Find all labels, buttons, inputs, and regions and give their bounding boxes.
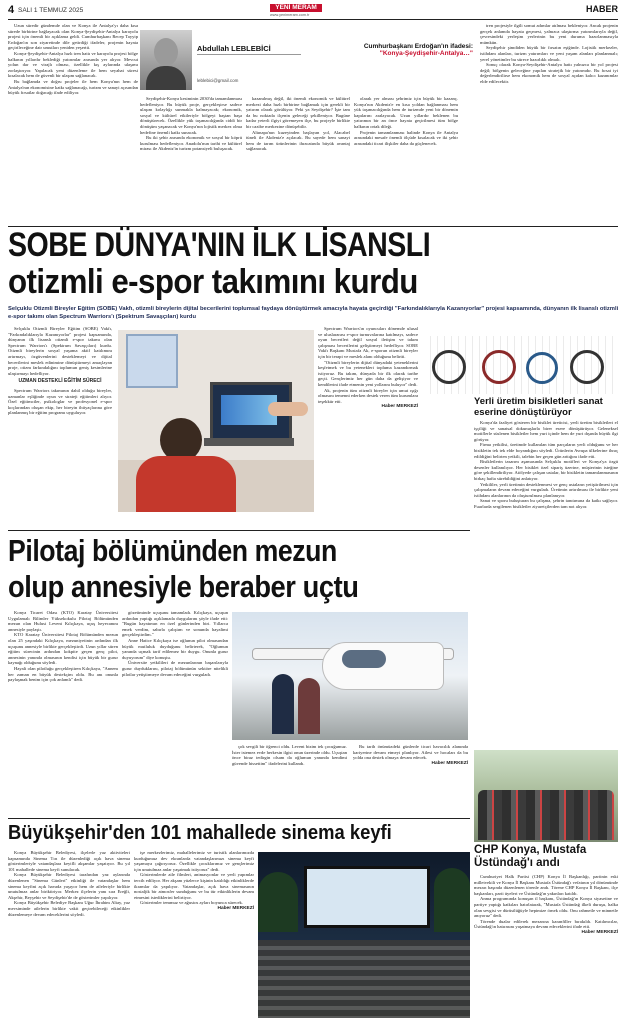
pilot-figure bbox=[272, 674, 294, 734]
page-header bbox=[8, 4, 618, 18]
pilot-column-1: Konya Ticaret Odası (KTO) Karatay Üniversitesi Uygulamalı Bilimler Yüksekokulu Pilotaj Bölümünden mezun olan Hulusi Levent Kılıçkaya, uçuş heyecanını annesiyle paylaştı. KTO Karatay Üniversitesi Pilotaj Bölümünden mezun olan 25 yaşındaki Kılıçkaya, mezuniyetinin ardından ilk uçuşunu annesiyle birlikte gerçekleştirdi. Uzun yıllar süren eğitim sürecinin ardından kokpite geçen genç pilot, annesinin yanında olmasının kendisi için büyük bir gurur kaynağı olduğunu söyledi. Hayali olan pilotluğu gerçekleştiren Kılıçkaya, "Annem her zaman en büyük destekçim oldu. Bu anı onunla paylaşmak benim için çok anlamlı" dedi. bbox=[8, 610, 118, 683]
bike-headline: Yerli üretim bisikletleri sanat eserine dönüştürüyor bbox=[474, 396, 603, 418]
pilot-byline: Haber MERKEZİ bbox=[431, 760, 468, 766]
section-label: HABER bbox=[585, 4, 618, 14]
lead-headline-1: SOBE DÜNYA'NIN İLK LİSANSLI bbox=[8, 226, 431, 264]
pilot-column-2: gözetiminde uçuşunu tamamladı. Kılıçkaya, uçuşun ardından yaptığı açıklamada duygularını şöyle ifade etti: "Bugün hayatımın en özel günlerinden biri. Yıllarca emek verdim, sabırla çalıştım ve sonunda hayalimi gerçekleştirdim." Anne Hatice Kılıçkaya ise oğlunun pilot olmasından büyük mutluluk duyduğunu belirterek, "Oğlumun yanında uçmak tarif edilemez bir duygu. Onunla gurur duyuyorum" diye konuştu. Üniversite yetkilileri de mezunlarının başarılarıyla gurur duyduklarını, pilotaj bölümünün sektöre nitelikli pilotlar yetiştirmeye devam edeceğini vurguladı. bbox=[122, 610, 228, 677]
columnist-photo bbox=[140, 30, 192, 90]
bike-wheel-icon bbox=[570, 350, 604, 384]
window-frame bbox=[126, 334, 178, 388]
pilot-headline-2: olup annesiyle beraber uçtu bbox=[8, 569, 359, 604]
lead-column-2: Spectrum Warriors'ın oyuncuları dönemde ulusal ve uluslararası e-spor turnuvalarına katılmayı, sadece oyun becerileri değil sosyal iletişim ve takım çalışması becerilerini geliştirmeyi hedefliyor. SOBE Vakfı Başkanı Mustafa Ak, e-sporun otizmli bireyler için bir terapi ve meslek alanı olduğunu belirtti. "Otizmli bireylerin dijital dünyadaki yeteneklerini keşfetmek ve bu yetenekleri topluma kazandırmak istiyoruz. Bu takım, dünyada bir ilk olarak tarihe geçti. Gençlerimiz her gün daha da gelişiyor ve kendilerini ifade etmenin yeni yollarını buluyor" dedi. Ak, projenin tüm otizmli bireyler için umut ışığı olmasını temenni ederken destek veren tüm kurumlara teşekkür etti. Haber MERKEZİ bbox=[318, 326, 418, 410]
lead-headline-2: otizmli e-spor takımını kurdu bbox=[8, 263, 418, 301]
lead-subhead: UZMAN DESTEKLİ EĞİTİM SÜRECİ bbox=[18, 378, 102, 385]
top-column-2: Seydişehir-Konya kesiminin 2030'da tamamlanması hedefleniyor. Bu büyük proje, gerçekleşirse sadece ulaşım kolaylığı sunmakla kalmayacak; ekonomik, sosyal ve kültürel etkileriyle bölgeyi baştan başa dönüştürecek. Özellikle yük taşımacılığında ciddi bir dönüşüm yaşanacak ve Konya'nın lojistik merkez olma hedefine önemli katkı sunacak. Bu iki şehir arasında ekonomik ve sosyal bir köprü kurulması hedefleniyor. Anadolu'nun tarihi ve kültürel mirası ile Akdeniz'in turizm potansiyeli buluşacak. bbox=[140, 96, 242, 152]
lead-photo bbox=[118, 330, 314, 512]
portrait-head-icon bbox=[154, 38, 178, 66]
tree-silhouette bbox=[434, 868, 470, 932]
columnist-name: Abdullah LEBLEBİCİ bbox=[197, 44, 271, 53]
bike-column: Konya'da faaliyet gösteren bir bisiklet üreticisi, yerli üretim bisikletleri el işçiliği ve sanatsal dokunuşlarla birer esere dönüştürüyor. Geleneksel motiflerle süslenen bisikletler hem yurt içinde hem de yurt dışında büyük ilgi görüyor. Firma yetkilisi, üretimde kullanılan tüm parçaların yerli olduğunu ve her bisikletin tek tek elde boyandığını söyledi. Ürünlerin Avrupa ülkelerine ihraç edildiğini belirten yetkili, talebin her geçen gün arttığını ifade etti. Bisikletlerin tasarım aşamasında Selçuklu motifleri ve Konya'ya özgü desenler kullanılıyor. Her bisiklet özel sipariş üzerine, müşterinin isteğine göre şekillendiriliyor. Atölyede çalışan ustalar, bir bisikletin tamamlanmasının birkaç hafta sürebildiğini anlatıyor. Yetkililer, yerli üretimin desteklenmesi ve genç ustaların yetiştirilmesi için çalışmaların devam edeceğini vurguladı. Üretimin artırılması ile birlikte yeni istihdam alanlarının da oluşturulması planlanıyor. Sanat ve sporu buluşturan bu çalışma, şehrin tanıtımına da katkı sağlıyor. Fuarlarda sergilenen bisikletler ziyaretçilerden tam not alıyor. bbox=[474, 420, 618, 509]
top-column-3: kazanılmış değil, iki önemli ekonomik ve kültürel merkezi daha hızlı birbirine bağlamak için gerekli bir yatırım olarak görülüyor. Peki ya Seydişehir? İşte tam da bu noktada ilçenin geleceği şekilleniyor. Bugüne kadar yeterli ilgiyi göremeyen ilçe, bu projeyle birlikte bir cazibe merkezine dönüşebilir. Altınapa'nın kuzeyinden başlayan yol, Alacabel tüneli ile Akdeniz'e açılacak. Bu sayede hem sanayi hem de tarım ürünlerinin ihracatında büyük avantaj sağlanacak. bbox=[246, 96, 350, 152]
top-story-kicker: Cumhurbaşkanı Erdoğan'ın ifadesi: bbox=[363, 43, 473, 50]
chp-headline: CHP Konya, Mustafa Üstündağ'ı andı bbox=[474, 844, 587, 869]
cinema-column-1: Konya Büyükşehir Belediyesi, ilçelerle yaz aktiviteleri kapsamında Sinema Tırı ile düzenlediği açık hava sinema gösterimleriyle vatandaşlara keyifli akşamlar yaşatıyor. Bu yıl 101 mahallede sinema keyfi sunulacak. Konya Büyükşehir Belediyesi tarafından yaz aylarında düzenlenen "Sinema Günleri" etkinliği ile vatandaşlar hem sinema keyfini açık havada yaşıyor hem de aileleriyle birlikte unutulmaz anlar biriktiriyor. Merkez ilçelerin yanı sıra Ereğli, Akşehir, Beyşehir ve Seydişehir'de de gösterimler yapılıyor. Konya Büyükşehir Belediye Başkanı Uğur İbrahim Altay, yaz mevsiminde ailelerin birlikte vakit geçirebileceği etkinlikler düzenlemeye devam edeceklerini söyledi. bbox=[8, 850, 130, 917]
airplane-fuselage-icon bbox=[322, 642, 444, 690]
top-column-1: Uzun süredir gündemde olan ve Konya ile Antalya'yı daha kısa sürede birbirine bağlayacak olan Konya-Şeydişehir-Antalya karayolu projesi için önemli bir açıklama geldi. Cumhurbaşkanı Recep Tayyip Erdoğan'ın son ziyaretinde dile getirdiği ifadeler, projenin hayata geçirileceğine dair umutları yeniden yeşertti. Konya-Şeydişehir-Antalya hızlı tren hattı ve karayolu projesi bölge halkının yıllardır beklediği yatırımlar arasında yer alıyor. Mevcut yolun dar ve virajlı olması, özellikle kış aylarında ulaşımı zorlaştırıyor. Yapılacak yeni düzenleme ile hem seyahat süresi kısalacak hem de güvenli bir ulaşım sağlanacak. Bu bağlamda ve doğru projeler ile hem Konya'nın hem de Antalya'nın ekonomisine katkı sağlanacağı, turizm ve sanayi açısından büyük fırsatlar doğacağı ifade ediliyor. bbox=[8, 23, 138, 96]
cinema-screen-icon bbox=[304, 866, 430, 928]
cockpit-window-icon bbox=[342, 650, 386, 668]
cinema-column-2: işe merkezlerimiz, mahallelerimiz ve turistik alanlarımızda kurduğumuz dev ekranlarda vatandaşlarımızı sinema keyfi yaşamaya çağırıyoruz. Özellikle çocuklarımız ve gençlerimiz için unutulmaz anlar yaşatmak istiyoruz" dedi. Gösterimlerde aile filmleri, animasyonlar ve yerli yapımlar tercih ediliyor. Her akşam yüzlerce kişinin katıldığı etkinliklerde ikramlar da yapılıyor. Vatandaşlar, açık hava sinemasının nostaljik bir atmosfer sunduğunu ve bu tür etkinliklerin devam etmesini istediklerini belirtiyor. Gösterimler temmuz ve ağustos ayları boyunca sürecek. Haber MERKEZİ bbox=[134, 850, 254, 911]
page-number: 4 bbox=[8, 4, 15, 16]
pilot-headline-1: Pilotaj bölümünden mezun bbox=[8, 533, 337, 568]
top-column-5: tren projesiyle ilgili somut adımlar atılması bekleniyor. Ancak projenin gerçek anlamda hayata geçmesi, yalnızca ulaştırma yatırımlarıyla değil, çevresindeki yerleşim yerlerinin bu yeni duruma hazırlanmasıyla mümkün. Seydişehir şimdiden büyük bir fırsatın eşiğinde. Lojistik merkezler, istihdam alanları, turizm yatırımları ve yeni yaşam alanları planlanmalı; yerel yönetimler bu sürece hazırlıklı olmalı. Sonuç olarak Konya-Seydişehir-Antalya hattı yalnızca bir yol projesi değil; bölgenin geleceğine yapılan stratejik bir yatırımdır. Bu fırsat iyi değerlendirilirse hem ekonomik hem de sosyal açıdan kalıcı kazanımlar elde edilecektir. bbox=[480, 23, 618, 84]
website-url: www.yenimeram.com.tr bbox=[270, 13, 310, 17]
top-story-title bbox=[305, 43, 473, 57]
cinema-photo bbox=[258, 852, 470, 1018]
bike-photo bbox=[422, 330, 618, 396]
adult-hand bbox=[268, 402, 308, 416]
lead-column-1: Selçuklu Otizmli Bireyler Eğitim (SOBE) Vakfı, "Farkındalıklarıyla Kazanıyorlar" projesi kapsamında, dünyanın ilk lisanslı otizmli e-spor takımı olan Spectrum Warriors'ı (Spektrum Savaşçıları) kurdu. Otizmli bireylerin sosyal yaşama aktif katılımını artırmayı, özgüvenlerini desteklemeyi ve dijital becerilerini meslek edinimine dönüştürmeyi amaçlayan proje, otizm farkındalığını toplumun geniş kesimlerine ulaştırmayı hedefliyor. UZMAN DESTEKLİ EĞİTİM SÜRECİ Spectrum Warriors takımının dahil olduğu bireyler, uzmanlar eşliğinde oyun ve strateji eğitimleri alıyor. Özel eğitimciler, psikologlar ve profesyonel e-spor koçlarından oluşan ekip, her bireyin ihtiyaçlarına göre planlanmış bir eğitim programı uyguluyor. bbox=[8, 326, 112, 416]
bike-wheel-icon bbox=[526, 352, 558, 384]
top-story-quote: "Konya-Şeydişehir-Antalya…" bbox=[379, 50, 473, 57]
chp-photo bbox=[474, 750, 618, 842]
chp-byline: Haber MERKEZİ bbox=[581, 929, 618, 935]
bike-wheel-icon bbox=[482, 350, 516, 384]
pilot-photo bbox=[232, 612, 468, 740]
portrait-body-icon bbox=[146, 66, 186, 90]
lead-byline: Haber MERKEZİ bbox=[381, 404, 418, 410]
crowd-row bbox=[478, 790, 614, 840]
cinema-byline: Haber MERKEZİ bbox=[217, 905, 254, 911]
tree-silhouette bbox=[258, 872, 298, 932]
columnist-email: leblebici@gmail.com bbox=[197, 78, 239, 83]
columnist-name-rule bbox=[197, 54, 301, 55]
lead-deck: Selçuklu Otizmli Bireyler Eğitim (SOBE) Vakfı, otizmli bireylerin dijital becerilerini toplumsal faydaya dönüştürmek amacıyla hayata geçirdiği "Farkındalıklarıyla Kazanıyorlar" projesi kapsamında, dünyanın ilk lisanslı otizmli e-spor takımı olan Spectrum Warriors'ı (Spektrum Savaşçıları) kurdu bbox=[8, 306, 619, 320]
lead-section-rule bbox=[8, 530, 470, 531]
pilot-section-rule bbox=[8, 818, 470, 819]
top-column-4: olarak yer alması şehrimiz için büyük bir kazanç. Konya'nın Akdeniz'e en kısa yoldan bağlanması hem yük taşımacılığında hem de turizmde yeni bir dönemin kapılarını aralayacak. Uzun yıllardır beklenen bu yatırımın bir an önce hayata geçirilmesi tüm bölge halkının ortak dileği. Projenin tamamlanması halinde Konya ile Antalya arasındaki mesafe önemli ölçüde kısalacak ve iki şehir arasındaki ticari ilişkiler daha da güçlenecek. bbox=[354, 96, 458, 146]
newspaper-logo: YENİ MERAM bbox=[270, 4, 322, 12]
bike-wheel-icon bbox=[432, 350, 466, 384]
issue-date: SALI 1 TEMMUZ 2025 bbox=[18, 7, 84, 14]
mother-figure bbox=[298, 678, 320, 734]
laptop-base-icon bbox=[204, 438, 294, 446]
cinema-headline: Büyükşehir'den 101 mahallede sinema keyfi bbox=[8, 822, 392, 844]
pilot-column-3: çok sevgili bir öğrenci oldu. Levent bizim tek çocuğumuz. İster istemez evde herkesin ilgisi onun üzerinde oldu. Uçuştan önce biraz tedirgin olsam da oğlumun yanında kendimi güvende hissettim" ifadelerini kullandı. Bu tarih önümüzdeki günlerde ticari havacılık alanında kariyerine devam etmeyi planlıyor. Ailesi ve hocaları da bu yolda ona destek olmaya devam edecek. Haber MERKEZİ bbox=[232, 744, 468, 766]
chp-column: Cumhuriyet Halk Partisi (CHP) Konya İl Başkanlığı, partinin eski milletvekili ve Konya İl Başkanı Mustafa Üstündağ'ı vefatının yıl dönümünde mezarı başında düzenlenen törenle andı. Törene CHP Konya İl Başkanı, ilçe başkanları, parti üyeleri ve Üstündağ'ın yakınları katıldı. Anma programında konuşan il başkanı, Üstündağ'ın Konya siyasetine ve partiye yaptığı katkıları hatırlatarak, "Mustafa Üstündağ ilkeli duruşu, halka olan sevgisi ve dürüstlüğüyle hepimize örnek oldu. Onu rahmetle ve minnetle anıyoruz" dedi. Törende dualar edilerek mezarına karanfiller bırakıldı. Katılımcılar, Üstündağ'ın hatırasını yaşatmaya devam edeceklerini ifade etti. Haber MERKEZİ bbox=[474, 874, 618, 935]
header-rule bbox=[8, 19, 618, 20]
audience-rows bbox=[258, 940, 470, 1018]
child-shirt bbox=[136, 456, 236, 512]
